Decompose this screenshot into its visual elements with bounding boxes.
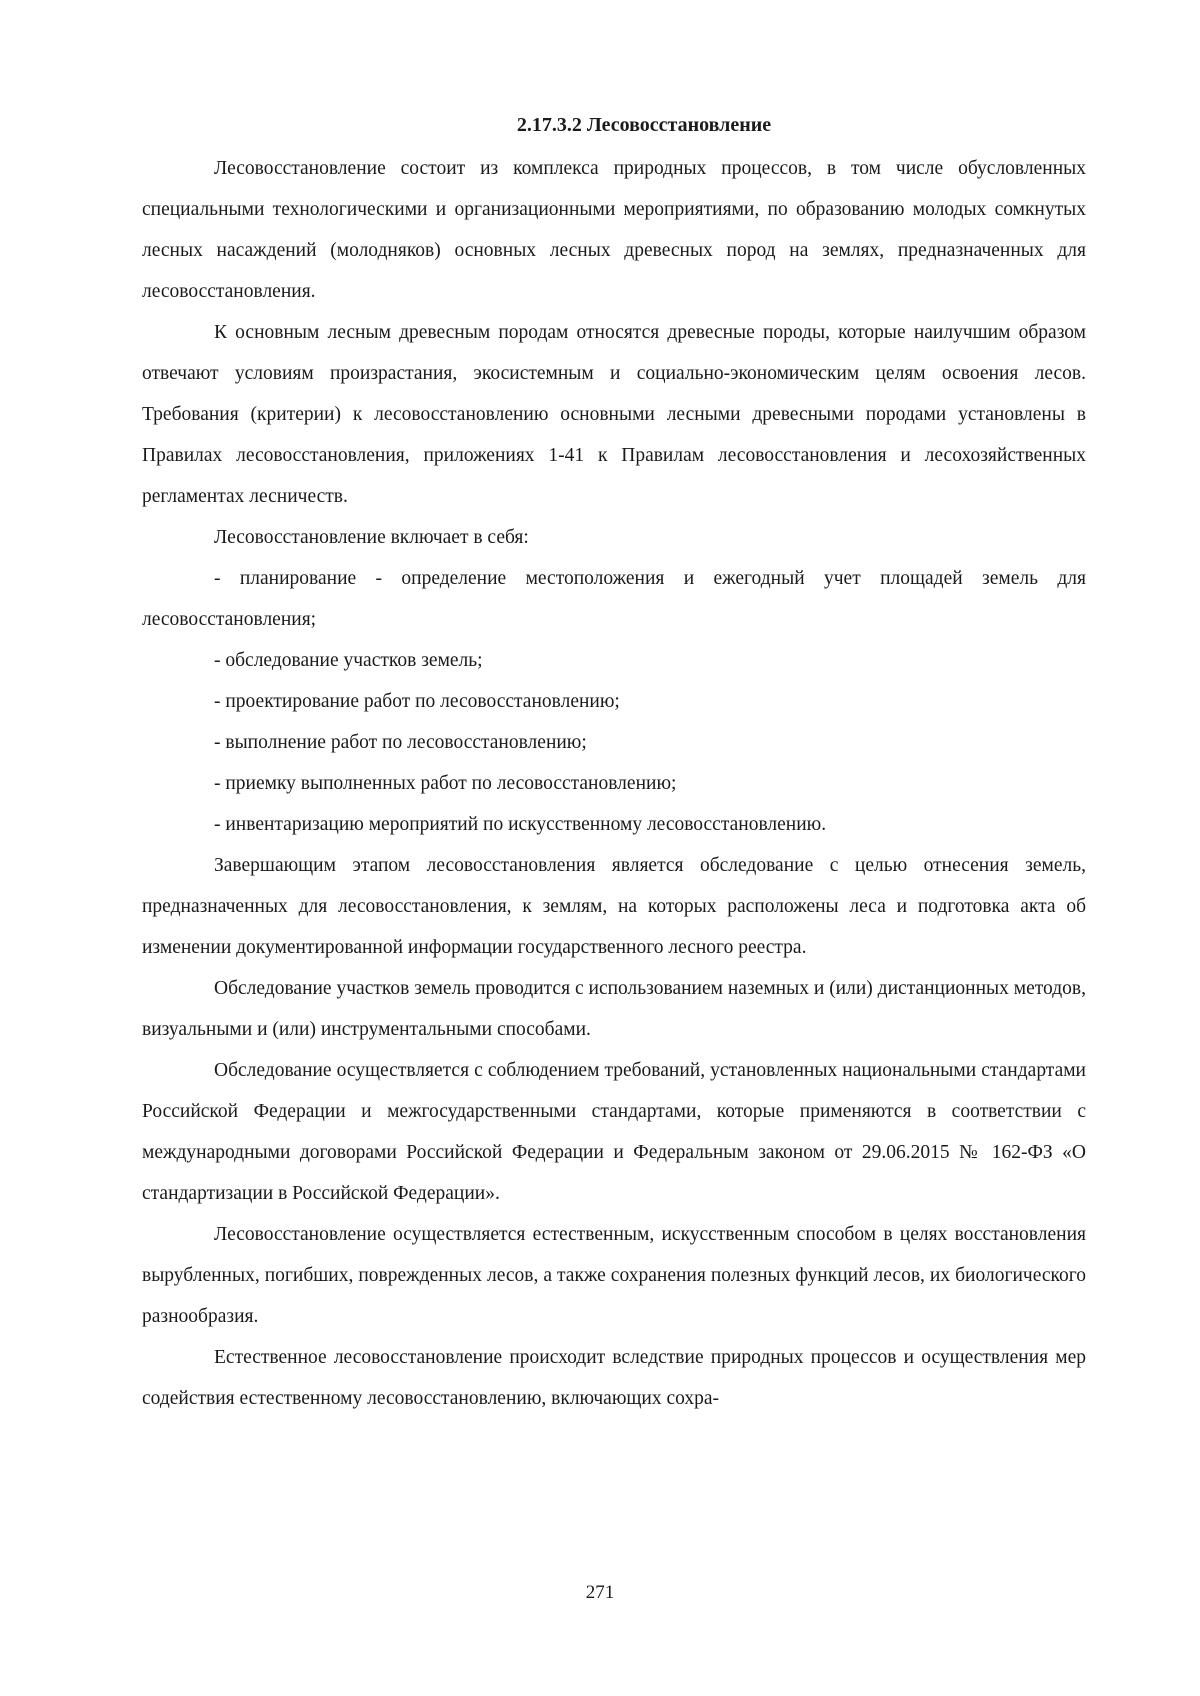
page-number: 271 [585,1582,615,1603]
list-item-inventory: - инвентаризацию мероприятий по искусственному лесовосстановлению. [214,814,827,835]
paragraph-standards: Обследование осуществляется с соблюдением требований, установленных национальными стандартами Российской Федерации и межгосударственными стандартами, которые применяются в соответствии с международными договорами Российской Федерации и Федеральным законом от 29.06.2015 № 162-ФЗ «О стандартизации в Российской Федерации». [142,1060,1086,1204]
paragraph-1: Лесовосстановление состоит из комплекса природных процессов, в том числе обусловленных специальными технологическими и организационными мероприятиями, по образованию молодых сомкнутых лесных насаждений (молодняков) основных лесных древесных пород на землях, предназначенных для лесовосстановления. [142,158,1086,302]
paragraph-survey-methods: Обследование участков земель проводится с использованием наземных и (или) дистанционных методов, визуальными и (или) инструментальными способами. [142,978,1086,1040]
section-heading: 2.17.3.2 Лесовосстановление [516,114,772,136]
paragraph-natural-restoration: Естественное лесовосстановление происходит вследствие природных процессов и осуществления мер содействия естественному лесовосстановлению, включающих сохра- [142,1347,1086,1409]
document-body [142,148,1086,1419]
list-item-planning: - планирование - определение местоположения и ежегодный учет площадей земель для лесовосстановления; [142,568,1086,630]
list-item-survey: - обследование участков земель; [214,650,483,671]
list-item-design: - проектирование работ по лесовосстановлению; [214,691,620,712]
list-item-execution: - выполнение работ по лесовосстановлению; [214,732,587,753]
document-page [142,112,1086,1419]
paragraph-methods: Лесовосстановление осуществляется естественным, искусственным способом в целях восстановления вырубленных, погибших, поврежденных лесов, а также сохранения полезных функций лесов, их биологического разнообразия. [142,1224,1086,1327]
paragraph-3: Лесовосстановление включает в себя: [214,527,529,548]
list-item-acceptance: - приемку выполненных работ по лесовосстановлению; [214,773,677,794]
paragraph-2: К основным лесным древесным породам относятся древесные породы, которые наилучшим образом отвечают условиям произрастания, экосистемным и социально-экономическим целям освоения лесов. Требования (критерии) к лесовосстановлению основными лесными древесными породами установлены в Правилах лесовосстановления, приложениях 1-41 к Правилам лесовосстановления и лесохозяйственных регламентах лесничеств. [142,322,1086,507]
paragraph-final-stage: Завершающим этапом лесовосстановления является обследование с целью отнесения земель, предназначенных для лесовосстановления, к землям, на которых расположены леса и подготовка акта об изменении документированной информации государственного лесного реестра. [142,855,1086,958]
